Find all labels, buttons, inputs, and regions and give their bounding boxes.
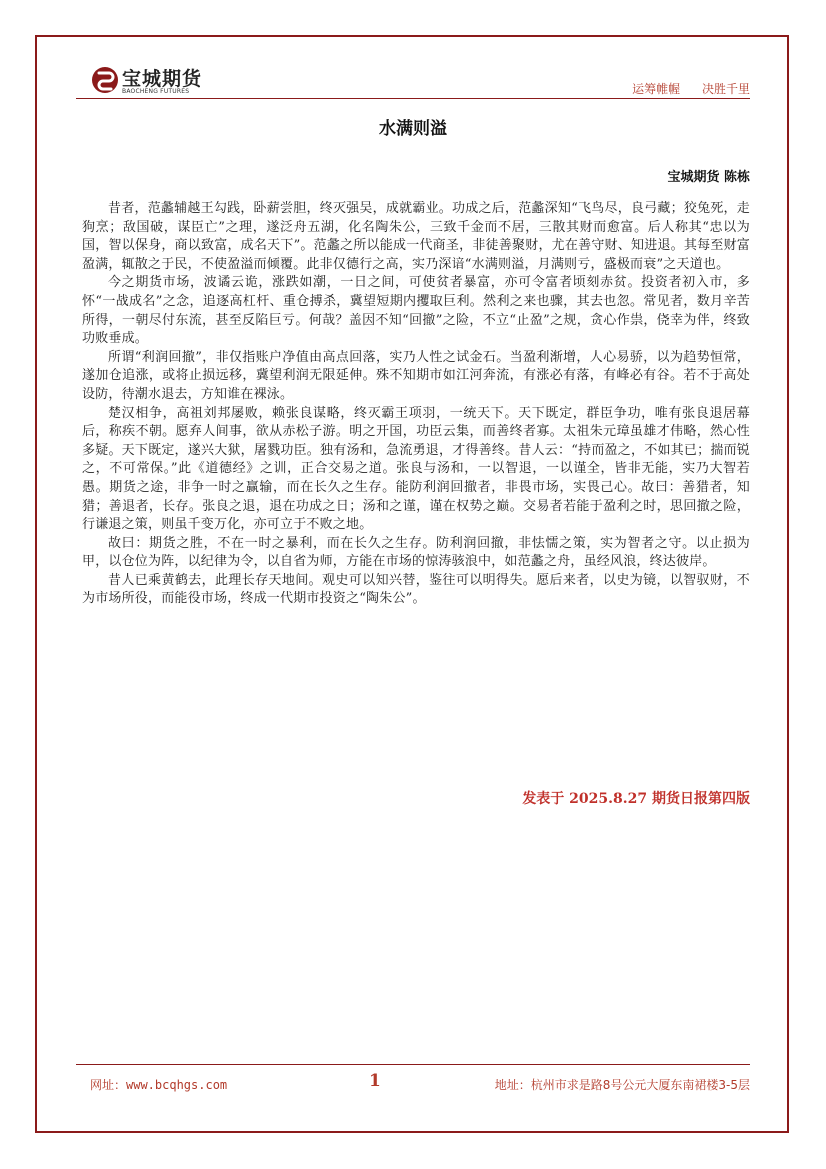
slogan-right: 决胜千里 — [701, 82, 750, 96]
logo-mark-icon — [90, 65, 120, 95]
paragraph: 今之期货市场，波谲云诡，涨跌如潮，一日之间，可使贫者暴富，亦可令富者顷刻赤贫。投资者初入市，多怀“一战成名”之念，追逐高杠杆、重仓搏杀，冀望短期内攫取巨利。然利之来也骤，其去也忽。常见者，数月辛苦所得，一朝尽付东流，甚至反陷巨亏。何哉？盖因不知“回撤”之险，不立“止盈”之规，贪心作祟，侥幸为伴，终致功败垂成。 — [82, 275, 750, 347]
header-divider — [76, 98, 750, 99]
logo-chinese-name: 宝城期货 — [122, 68, 203, 90]
paragraph: 昔人已乘黄鹤去，此理长存天地间。观史可以知兴替，鉴往可以明得失。愿后来者，以史为镜，以智驭财，不为市场所役，而能役市场，终成一代期市投资之“陶朱公”。 — [82, 572, 750, 607]
footer-website: 网址：www.bcqhgs.com — [90, 1078, 228, 1092]
company-logo — [90, 64, 205, 100]
footer-address: 地址：杭州市求是路8号公元大厦东南裙楼3-5层 — [494, 1078, 750, 1092]
article-body — [82, 200, 750, 609]
article-author: 宝城期货 陈栋 — [667, 170, 750, 185]
paragraph: 所谓“利润回撤”，非仅指账户净值由高点回落，实乃人性之试金石。当盈利渐增，人心易骄，以为趋势恒常，遂加仓追涨，或将止损远移，冀望利润无限延伸。殊不知期市如江河奔流，有涨必有落，有峰必有谷。若不于高处设防，待潮水退去，方知谁在裸泳。 — [82, 349, 750, 402]
slogan-left: 运筹帷幄 — [632, 82, 681, 96]
slogan — [632, 80, 750, 97]
publication-note: 发表于 2025.8.27 期货日报第四版 — [522, 791, 750, 807]
footer-divider — [76, 1064, 750, 1065]
paragraph: 故曰：期货之胜，不在一时之暴利，而在长久之生存。防利润回撤，非怯懦之策，实为智者之守。以止损为甲，以仓位为阵，以纪律为令，以自省为师，方能在市场的惊涛骇浪中，如范蠡之舟，虽经风浪，终达彼岸。 — [82, 535, 750, 570]
logo-english-name: BAOCHENG FUTURES — [122, 88, 190, 95]
article-title: 水满则溢 — [379, 119, 447, 139]
paragraph: 昔者，范蠡辅越王勾践，卧薪尝胆，终灭强吴，成就霸业。功成之后，范蠡深知“飞鸟尽，良弓藏；狡兔死，走狗烹；敌国破，谋臣亡”之理，遂泛舟五湖，化名陶朱公，三致千金而不居，三散其财而愈富。后人称其“忠以为国，智以保身，商以致富，成名天下”。范蠡之所以能成一代商圣，非徒善聚财，尤在善守财、知进退。其每至财富盈满，辄散之于民，不使盈溢而倾覆。此非仅德行之高，实乃深谙“水满则溢，月满则亏，盛极而衰”之天道也。 — [82, 201, 750, 272]
paragraph: 楚汉相争，高祖刘邦屡败，赖张良谋略，终灭霸王项羽，一统天下。天下既定，群臣争功，唯有张良退居幕后，称疾不朝。愿弃人间事，欲从赤松子游。明之开国，功臣云集，而善终者寡。太祖朱元璋虽雄才伟略，然心性多疑。天下既定，遂兴大狱，屠戮功臣。独有汤和，急流勇退，才得善终。昔人云：“持而盈之，不如其已；揣而锐之，不可常保。”此《道德经》之训，正合交易之道。张良与汤和，一以智退，一以谨全，皆非无能，实乃大智若愚。期货之途，非争一时之赢输，而在长久之生存。能防利润回撤者，非畏市场，实畏己心。故曰：善猎者，知猎；善退者，长存。张良之退，退在功成之日；汤和之谨，谨在权势之巅。交易者若能于盈利之时，思回撤之险，行谦退之策，则虽千变万化，亦可立于不败之地。 — [82, 405, 750, 533]
page-number: 1 — [369, 1071, 381, 1091]
